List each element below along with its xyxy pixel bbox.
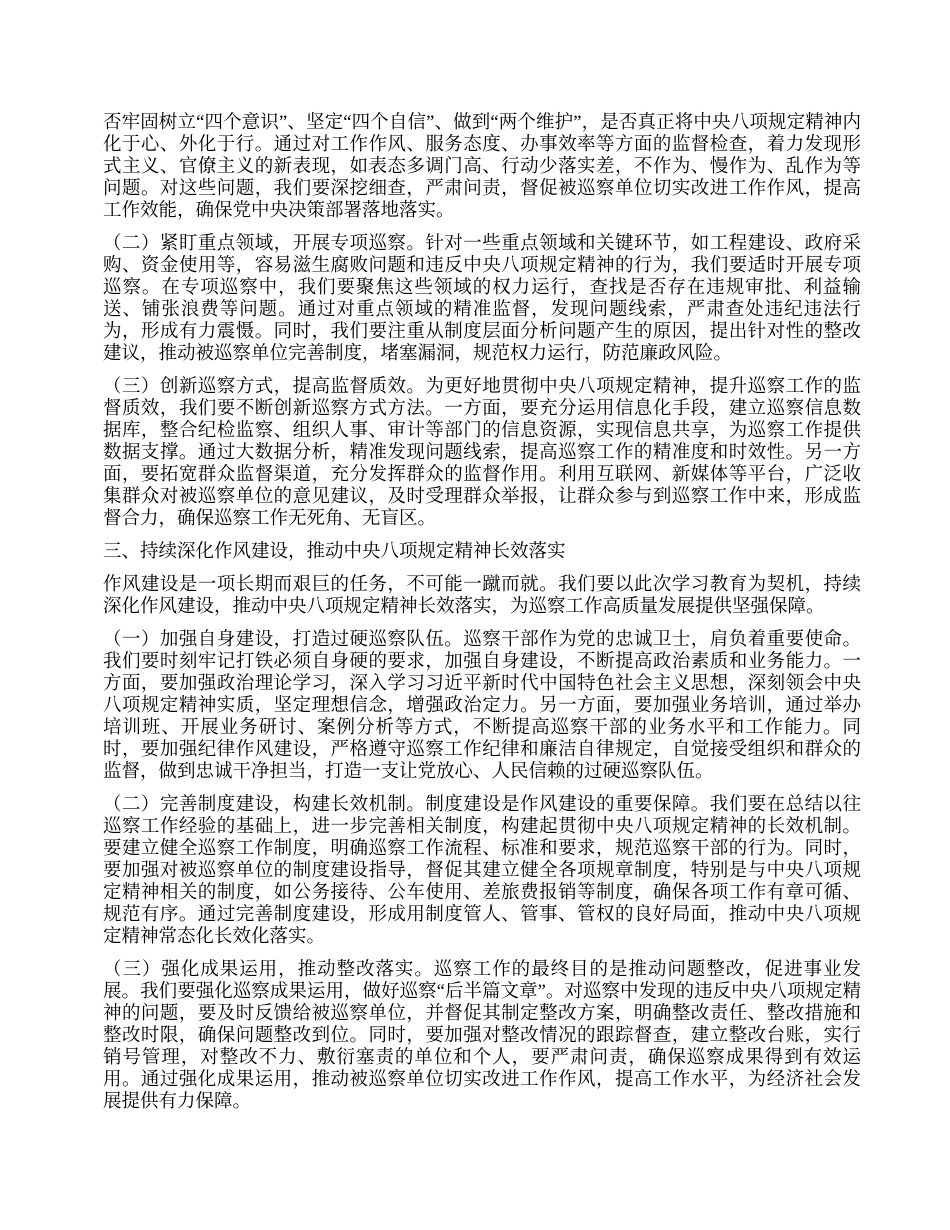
paragraph: 作风建设是一项长期而艰巨的任务，不可能一蹴而就。我们要以此次学习教育为契机，持续深化作风建设，推动中央八项规定精神长效落实，为巡察工作高质量发展提供坚强保障。 xyxy=(103,575,861,617)
paragraph: （二）紧盯重点领域，开展专项巡察。针对一些重点领域和关键环节，如工程建设、政府采购、资金使用等，容易滋生腐败问题和违反中央八项规定精神的行为，我们要适时开展专项巡察。在专项巡察中，我们要聚焦这些领域的权力运行，查找是否存在违规审批、利益输送、铺张浪费等问题。通过对重点领域的精准监督，发现问题线索，严肃查处违纪违法行为，形成有力震慑。同时，我们要注重从制度层面分析问题产生的原因，提出针对性的整改建议，推动被巡察单位完善制度，堵塞漏洞，规范权力运行，防范廉政风险。 xyxy=(103,234,861,364)
document-text-block xyxy=(103,112,861,1113)
paragraph: （二）完善制度建设，构建长效机制。制度建设是作风建设的重要保障。我们要在总结以往巡察工作经验的基础上，进一步完善相关制度，构建起贯彻中央八项规定精神的长效机制。要建立健全巡察工作制度，明确巡察工作流程、标准和要求，规范巡察干部的行为。同时，要加强对被巡察单位的制度建设指导，督促其建立健全各项规章制度，特别是与中央八项规定精神相关的制度，如公务接待、公车使用、差旅费报销等制度，确保各项工作有章可循、规范有序。通过完善制度建设，形成用制度管人、管事、管权的良好局面，推动中央八项规定精神常态化长效化落实。 xyxy=(103,795,861,947)
paragraph: （一）加强自身建设，打造过硬巡察队伍。巡察干部作为党的忠诚卫士，肩负着重要使命。我们要时刻牢记打铁必须自身硬的要求，加强自身建设，不断提高政治素质和业务能力。一方面，要加强政治理论学习，深入学习习近平新时代中国特色社会主义思想，深刻领会中央八项规定精神实质，坚定理想信念，增强政治定力。另一方面，要加强业务培训，通过举办培训班、开展业务研讨、案例分析等方式，不断提高巡察干部的业务水平和工作能力。同时，要加强纪律作风建设，严格遵守巡察工作纪律和廉洁自律规定，自觉接受组织和群众的监督，做到忠诚干净担当，打造一支让党放心、人民信赖的过硬巡察队伍。 xyxy=(103,630,861,782)
paragraph: （三）创新巡察方式，提高监督质效。为更好地贯彻中央八项规定精神，提升巡察工作的监督质效，我们要不断创新巡察方式方法。一方面，要充分运用信息化手段，建立巡察信息数据库，整合纪检监察、组织人事、审计等部门的信息资源，实现信息共享，为巡察工作提供数据支撑。通过大数据分析，精准发现问题线索，提高巡察工作的精准度和时效性。另一方面，要拓宽群众监督渠道，充分发挥群众的监督作用。利用互联网、新媒体等平台，广泛收集群众对被巡察单位的意见建议，及时受理群众举报，让群众参与到巡察工作中来，形成监督合力，确保巡察工作无死角、无盲区。 xyxy=(103,377,861,529)
section-heading: 三、持续深化作风建设，推动中央八项规定精神长效落实 xyxy=(103,542,566,562)
paragraph: 否牢固树立“四个意识”、坚定“四个自信”、做到“两个维护”，是否真正将中央八项规定精神内化于心、外化于行。通过对工作作风、服务态度、办事效率等方面的监督检查，着力发现形式主义、官僚主义的新表现，如表态多调门高、行动少落实差，不作为、慢作为、乱作为等问题。对这些问题，我们要深挖细查，严肃问责，督促被巡察单位切实改进工作作风，提高工作效能，确保党中央决策部署落地落实。 xyxy=(103,113,861,221)
paragraph: （三）强化成果运用，推动整改落实。巡察工作的最终目的是推动问题整改，促进事业发展。我们要强化巡察成果运用，做好巡察“后半篇文章”。对巡察中发现的违反中央八项规定精神的问题，要及时反馈给被巡察单位，并督促其制定整改方案，明确整改责任、整改措施和整改时限，确保问题整改到位。同时，要加强对整改情况的跟踪督查，建立整改台账，实行销号管理，对整改不力、敷衍塞责的单位和个人，要严肃问责，确保巡察成果得到有效运用。通过强化成果运用，推动被巡察单位切实改进工作作风，提高工作水平，为经济社会发展提供有力保障。 xyxy=(103,960,861,1112)
